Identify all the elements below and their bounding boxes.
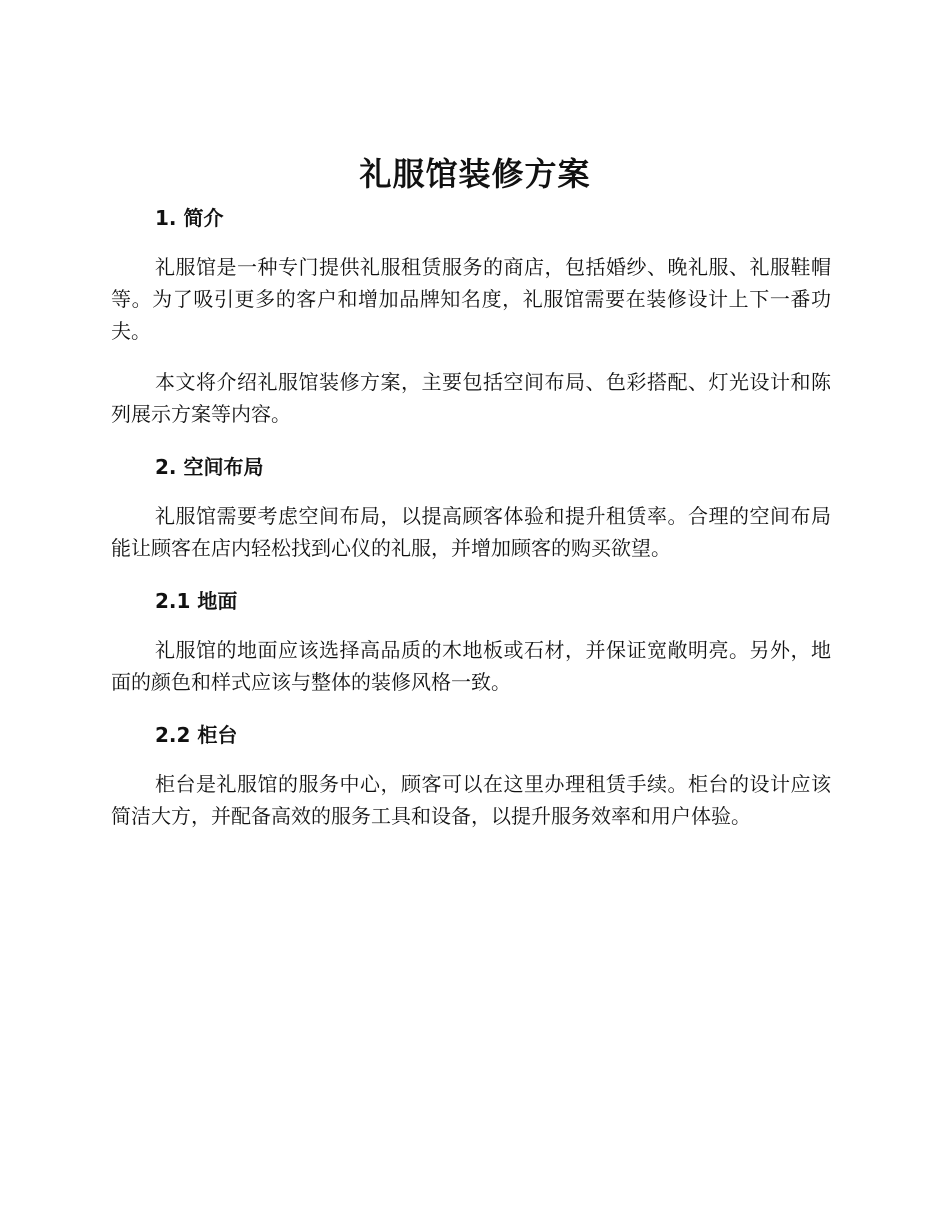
paragraph-space-layout: 礼服馆需要考虑空间布局，以提高顾客体验和提升租赁率。合理的空间布局能让顾客在店内轻松找到心仪的礼服，并增加顾客的购买欲望。 [111,504,831,560]
section-heading-counter: 2.2 柜台 [155,723,238,747]
document-body [111,200,831,832]
section-heading-floor: 2.1 地面 [155,589,238,613]
paragraph-floor: 礼服馆的地面应该选择高品质的木地板或石材，并保证宽敞明亮。另外，地面的颜色和样式应该与整体的装修风格一致。 [111,638,831,694]
paragraph-intro-1: 礼服馆是一种专门提供礼服租赁服务的商店，包括婚纱、晚礼服、礼服鞋帽等。为了吸引更多的客户和增加品牌知名度，礼服馆需要在装修设计上下一番功夫。 [111,255,831,343]
page-title: 礼服馆装修方案 [359,155,591,193]
paragraph-counter: 柜台是礼服馆的服务中心，顾客可以在这里办理租赁手续。柜台的设计应该简洁大方，并配备高效的服务工具和设备，以提升服务效率和用户体验。 [111,772,831,828]
section-heading-space-layout: 2. 空间布局 [155,455,264,479]
section-heading-intro: 1. 简介 [155,206,224,230]
paragraph-intro-2: 本文将介绍礼服馆装修方案，主要包括空间布局、色彩搭配、灯光设计和陈列展示方案等内容。 [111,370,831,426]
